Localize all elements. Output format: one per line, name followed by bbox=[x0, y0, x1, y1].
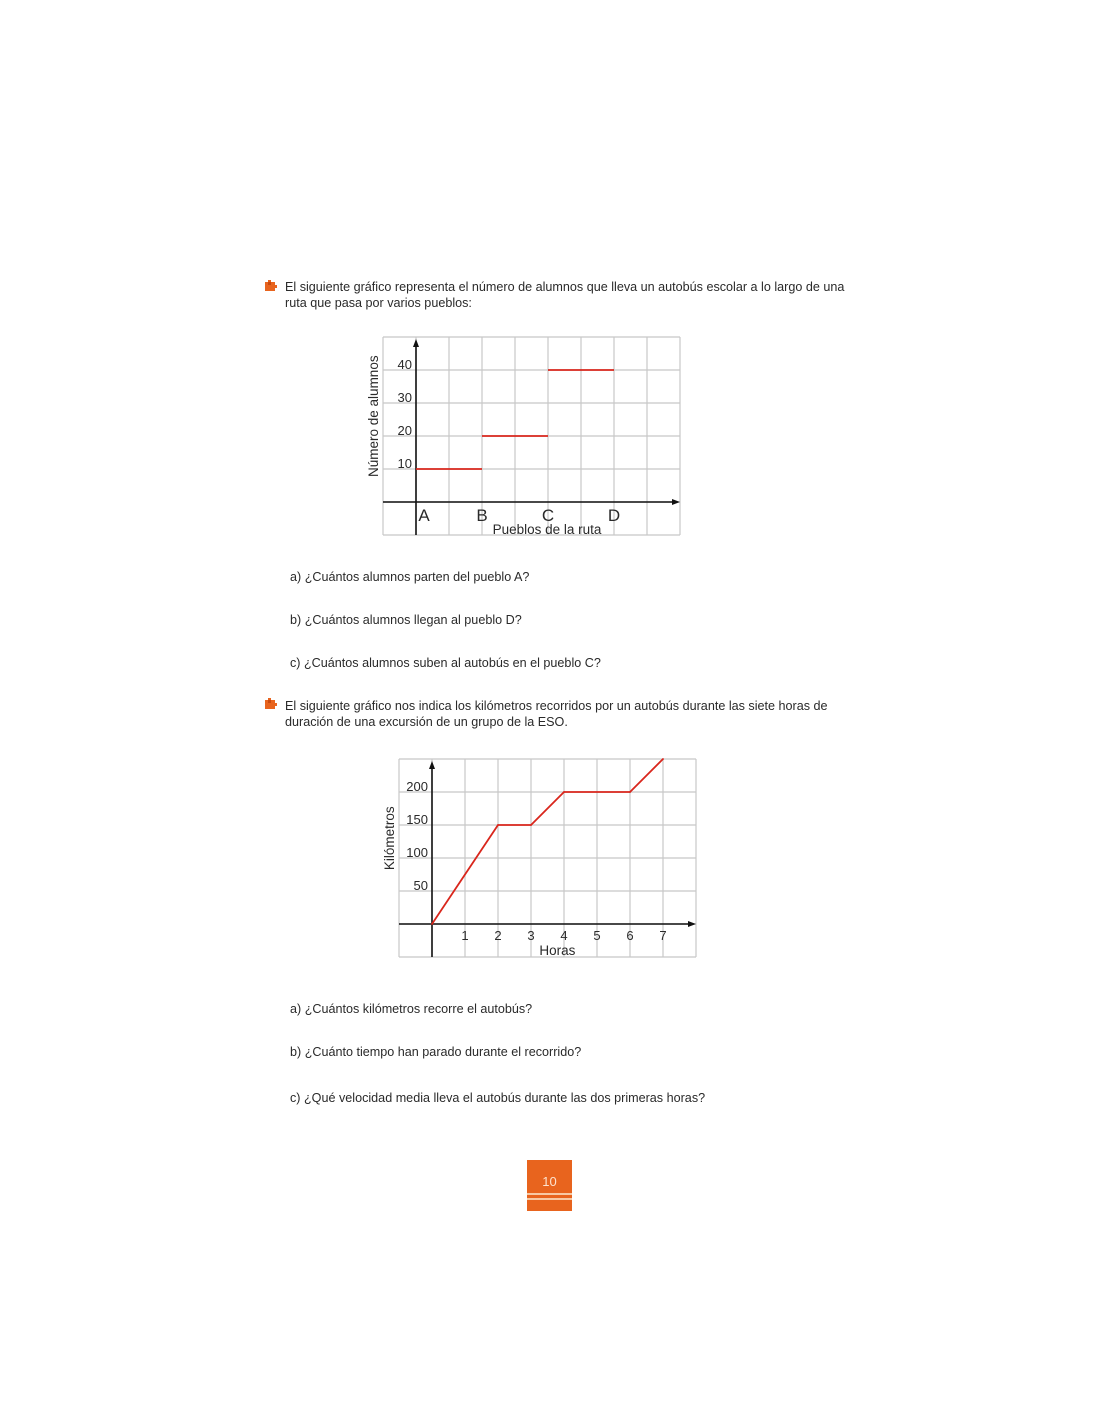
badge-stripe bbox=[527, 1198, 572, 1200]
chart-students-per-town bbox=[360, 330, 690, 545]
data-point bbox=[563, 791, 565, 793]
data-point bbox=[662, 758, 664, 760]
x-tick-label: 6 bbox=[626, 928, 634, 943]
data-point bbox=[497, 824, 499, 826]
puzzle-piece-icon bbox=[263, 279, 277, 292]
x-axis-title: Horas bbox=[539, 943, 576, 958]
x-axis-arrow-icon bbox=[688, 921, 696, 927]
y-tick-label: 10 bbox=[397, 456, 412, 471]
exercise-2-question-c: c) ¿Qué velocidad media lleva el autobús durante las dos primeras horas? bbox=[290, 1091, 706, 1105]
x-category-label: D bbox=[607, 506, 621, 525]
x-tick-label: 7 bbox=[659, 928, 667, 943]
x-tick-label: 2 bbox=[494, 928, 502, 943]
y-tick-label: 20 bbox=[397, 423, 412, 438]
data-point bbox=[629, 791, 631, 793]
x-axis-arrow-icon bbox=[672, 499, 680, 505]
x-tick-label: 5 bbox=[593, 928, 601, 943]
y-axis-title: Número de alumnos bbox=[366, 355, 381, 477]
chart-km-per-hour bbox=[375, 750, 705, 965]
x-category-label: B bbox=[476, 506, 488, 525]
y-axis-arrow-icon bbox=[429, 761, 435, 769]
exercise-1-question-b: b) ¿Cuántos alumnos llegan al pueblo D? bbox=[290, 613, 522, 627]
page-number: 10 bbox=[542, 1174, 557, 1189]
data-point bbox=[530, 824, 532, 826]
y-axis-title: Kilómetros bbox=[382, 806, 397, 871]
y-tick-label: 100 bbox=[406, 845, 428, 860]
y-tick-label: 30 bbox=[397, 390, 412, 405]
exercise-1-question-c: c) ¿Cuántos alumnos suben al autobús en el pueblo C? bbox=[290, 656, 601, 670]
y-tick-label: 200 bbox=[406, 779, 428, 794]
exercise-2-question-b: b) ¿Cuánto tiempo han parado durante el recorrido? bbox=[290, 1045, 582, 1059]
exercise-2-question-a: a) ¿Cuántos kilómetros recorre el autobús? bbox=[290, 1002, 533, 1016]
x-category-label: C bbox=[541, 506, 555, 525]
x-tick-label: 3 bbox=[527, 928, 535, 943]
page-number-badge bbox=[527, 1160, 572, 1211]
x-tick-label: 1 bbox=[461, 928, 469, 943]
y-tick-label: 50 bbox=[413, 878, 428, 893]
puzzle-piece-icon bbox=[263, 697, 277, 710]
badge-stripe bbox=[527, 1193, 572, 1195]
data-point bbox=[431, 923, 433, 925]
y-tick-label: 40 bbox=[397, 357, 412, 372]
y-tick-label: 150 bbox=[406, 812, 428, 827]
exercise-1-question-a: a) ¿Cuántos alumnos parten del pueblo A? bbox=[290, 570, 530, 584]
exercise-1-intro: El siguiente gráfico representa el número de alumnos que lleva un autobús escolar a lo largo de una ruta que pasa por varios pueblos: bbox=[285, 280, 845, 310]
x-category-label: A bbox=[418, 506, 430, 525]
x-tick-label: 4 bbox=[560, 928, 568, 943]
data-line bbox=[432, 759, 663, 924]
x-axis-title: Pueblos de la ruta bbox=[492, 522, 602, 537]
exercise-2-intro: El siguiente gráfico nos indica los kilómetros recorridos por un autobús durante las siete horas de duración de una excursión de un grupo de la ESO. bbox=[285, 699, 828, 729]
y-axis-arrow-icon bbox=[413, 339, 419, 347]
